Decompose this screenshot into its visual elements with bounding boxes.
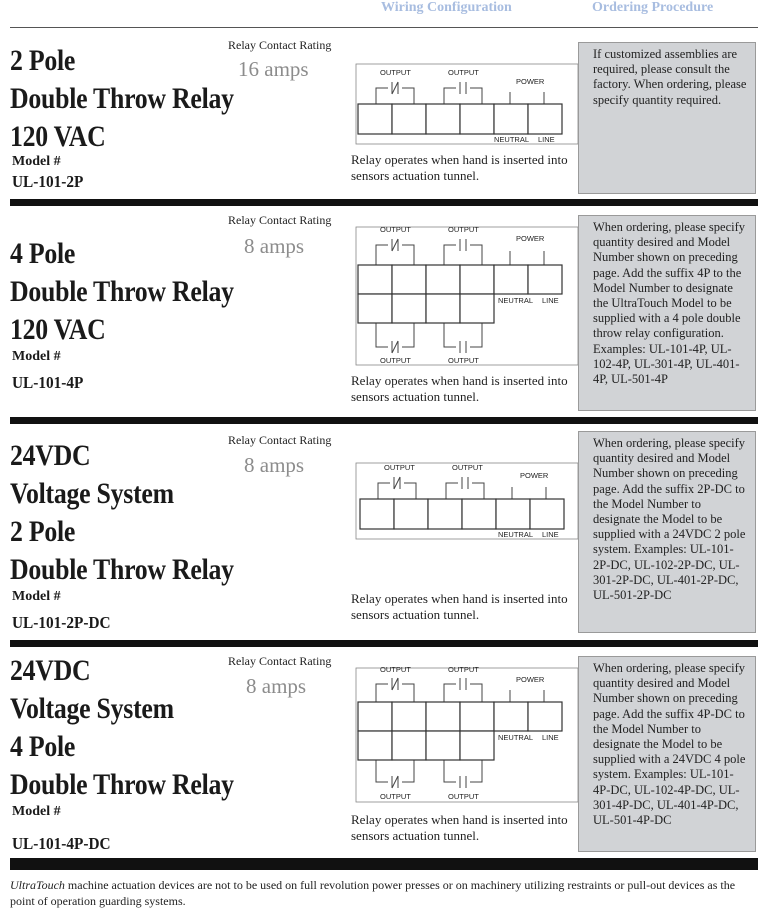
output-label: OUTPUT [448,665,479,674]
brand-name: UltraTouch [10,878,65,892]
section-divider [10,640,758,647]
relay-contact-rating-value: 8 amps [244,234,305,258]
wiring-diagram-4-pole-dc [352,662,582,813]
model-label: Model # [12,154,61,169]
model-number: UL-101-4P-DC [12,834,111,853]
title-line: Voltage System [10,692,174,725]
title-line: Double Throw Relay [10,82,234,115]
relay-caption: Relay operates when hand is inserted into sensors actuation tunnel. [351,591,568,622]
output-label: OUTPUT [380,792,411,801]
model-label: Model # [12,804,61,819]
relay-contact-rating-value: 16 amps [238,57,309,81]
title-line: 2 Pole [10,515,76,548]
relay-caption: Relay operates when hand is inserted into sensors actuation tunnel. [351,373,568,404]
output-label: OUTPUT [448,356,479,365]
wiring-diagram-2-pole-dc [352,461,582,548]
relay-contact-rating-label: Relay Contact Rating [228,38,332,52]
product-title [10,42,234,156]
line-label: LINE [542,530,559,539]
relay-contact-rating-value: 8 amps [246,674,307,698]
title-line: 24VDC [10,439,91,472]
line-label: LINE [542,296,559,305]
relay-contact-rating-label: Relay Contact Rating [228,654,332,668]
ordering-procedure-heading: Ordering Procedure [592,0,714,15]
model-label: Model # [12,349,61,364]
output-label: OUTPUT [380,356,411,365]
wiring-diagram-2-pole [352,62,582,153]
title-line: Double Throw Relay [10,768,234,801]
model-number: UL-101-2P [12,172,84,191]
footer-band [10,858,758,870]
product-section-ul-101-2p-dc [10,427,758,637]
title-line: Voltage System [10,477,174,510]
power-label: POWER [516,675,545,684]
output-label: OUTPUT [448,792,479,801]
title-line: 120 VAC [10,313,106,346]
power-label: POWER [520,471,549,480]
line-label: LINE [542,733,559,742]
output-label: OUTPUT [380,225,411,234]
section-divider [10,417,758,424]
title-line: Double Throw Relay [10,275,234,308]
title-line: 120 VAC [10,120,106,153]
relay-contact-rating-label: Relay Contact Rating [228,433,332,447]
relay-contact-rating-label: Relay Contact Rating [228,213,332,227]
ordering-procedure-box: When ordering, please specify quantity desired and Model Number shown on preceding page. Add the suffix 4P-DC to the Model Number to designate the Model to be supplied with a 24VDC 4 pole system. Examples: UL-101-4P-DC, UL-102-4P-DC, UL-301-4P-DC, UL-401-4P-DC, UL-501-4P-DC [578,656,756,852]
output-label: OUTPUT [452,463,483,472]
output-label: OUTPUT [384,463,415,472]
title-line: 2 Pole [10,44,76,77]
neutral-label: NEUTRAL [498,296,534,305]
product-section-ul-101-4p [10,209,758,415]
ordering-procedure-box: When ordering, please specify quantity desired and Model Number shown on preceding page. Add the suffix 4P to the Model Number to designate the UltraTouch Model to be supplied with a 4 pole double throw relay configuration. Examples: UL-101-4P, UL-102-4P, UL-301-4P, UL-401-4P, UL-501-4P [578,215,756,411]
model-number: UL-101-2P-DC [12,613,111,632]
product-title [10,652,234,804]
product-title [10,235,234,349]
output-label: OUTPUT [448,68,479,77]
line-label: LINE [538,135,555,144]
product-title [10,437,234,589]
header-rule [10,27,758,28]
product-section-ul-101-2p [10,34,758,200]
ordering-procedure-box: If customized assemblies are required, please consult the factory. When ordering, please specify quantity required. [578,42,756,194]
ordering-procedure-box: When ordering, please specify quantity desired and Model Number shown on preceding page. Add the suffix 2P-DC to the Model Number to designate the Model to be supplied with a 24VDC 2 pole system. Examples: UL-101-2P-DC, UL-102-2P-DC, UL-301-2P-DC, UL-401-2P-DC, UL-501-2P-DC [578,431,756,633]
wiring-diagram-4-pole [352,225,582,376]
title-line: 24VDC [10,654,91,687]
relay-caption: Relay operates when hand is inserted into sensors actuation tunnel. [351,812,568,843]
product-section-ul-101-4p-dc [10,650,758,855]
relay-caption: Relay operates when hand is inserted into sensors actuation tunnel. [351,152,568,183]
power-label: POWER [516,234,545,243]
title-line: 4 Pole [10,730,76,763]
safety-disclaimer [10,877,758,909]
output-label: OUTPUT [380,68,411,77]
model-number: UL-101-4P [12,373,84,392]
wiring-configuration-heading: Wiring Configuration [381,0,512,15]
title-line: 4 Pole [10,237,76,270]
section-divider [10,199,758,206]
title-line: Double Throw Relay [10,553,234,586]
relay-contact-rating-value: 8 amps [244,453,305,477]
neutral-label: NEUTRAL [498,530,534,539]
disclaimer-text: machine actuation devices are not to be used on full revolution power presses or on machinery utilizing restraints or pull-out devices as the point of operation guarding systems. [10,878,736,908]
model-label: Model # [12,589,61,604]
output-label: OUTPUT [448,225,479,234]
neutral-label: NEUTRAL [498,733,534,742]
power-label: POWER [516,77,545,86]
output-label: OUTPUT [380,665,411,674]
neutral-label: NEUTRAL [494,135,530,144]
